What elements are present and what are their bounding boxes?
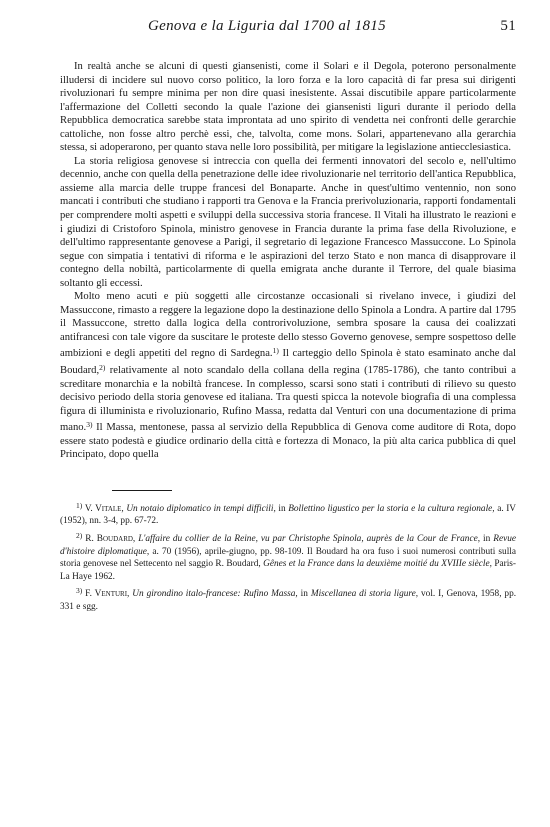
footnote-text: Paris-La Haye 1962.: [60, 559, 517, 582]
footnote-title: Un notaio diplomatico in tempi difficili,: [126, 503, 276, 514]
paragraph-text: Il Massa, mentonese, passa al servizio della Repubblica di Genova come auditore di Rota, dopo essere stato podestà e giudice ordinario della città e fortezza di Monaco, la più alta carica pubblica di quel Principato, dopo quella: [60, 422, 516, 461]
footnote-mark: 2): [76, 531, 83, 541]
footnote-text: in: [483, 534, 491, 545]
body-text: [60, 60, 516, 462]
footnote-author: V. Vitale,: [84, 503, 124, 514]
footnote-journal: Miscellanea di storia ligure,: [310, 589, 419, 600]
footnote: [60, 585, 516, 613]
paragraph-text: relativamente al noto scandalo della collana della regina (1785-1786), che tanto contribuì a screditare monarchia e la nobiltà francese. In complesso, scarsi sono stati i contributi di rilievo su questo decisivo periodo della storia genovese ed italiana. Tra questi spicca la notevole biografia di una complessa figura di illuminista e rivoluzionario, Rufino Massa, redatta dal Venturi con una documentazione di prima mano.: [60, 365, 516, 434]
footnote-journal: Revue d'histoire diplomatique,: [60, 534, 516, 557]
footnote-mark: 3): [76, 586, 83, 596]
paragraph: La storia religiosa genovese si intreccia con quella dei fermenti innovatori del secolo e, nell'ultimo decennio, anche con quella della penetrazione delle idee rivoluzionarie nel territorio dell'antica Repubblica, assieme alla marcia delle truppe francesi del Bonaparte. Anche in quest'ultimo ventennio, non sono mancati i contributi che studiano i rapporti tra Genova e la Francia prerivoluzionaria, rapporti fondamentali per comprendere molti aspetti e sviluppi della successiva storia francese. Il Vitali ha illustrato le reazioni e i giudizi di Cristoforo Spinola, ministro genovese in Francia durante la prima fase della Rivoluzione, e dell'ultimo rappresentante genovese a Parigi, il segretario di legazione Francesco Massuccone. Lo Spinola segue con simpatia i tentativi di riforma e le aspirazioni del terzo Stato e non manca di disapprovare il contegno della nobiltà, particolarmente di quella emigrata anche durante il Terrore, del quale biasima soltanto gli eccessi.: [60, 155, 516, 289]
footnote-ref[interactable]: 2): [99, 363, 106, 373]
page-number: 51: [500, 18, 516, 34]
footnote-ref[interactable]: 3): [86, 420, 93, 430]
footnote-text: in: [300, 589, 308, 600]
footnote-ref[interactable]: 1): [272, 346, 279, 356]
footnotes: [60, 500, 516, 614]
footnote-text: a. IV (1952), nn. 3-4, pp. 67-72.: [60, 503, 517, 527]
footnote-title: L'affaire du collier de la Reine, vu par Christophe Spinola, auprès de la Cour de France,: [138, 534, 481, 545]
footnote-divider: [112, 490, 172, 491]
paragraph: In realtà anche se alcuni di questi giansenisti, come il Solari e il Degola, poterono personalmente illudersi di incidere sul nuovo corso politico, la loro forza e la loro capacità di far presa sui dirigenti rivoluzionari fu sempre minima per non dire quasi inesistente. Assai discutibile appare particolarmente l'affermazione del Colletti secondo la quale l'azione dei giansenisti liguri durante il periodo della Repubblica democratica sarebbe stata improntata ad uno spirito di vendetta nei confronti delle gerarchie cattoliche, non fosse altro perchè essi, che, talvolta, come mons. Solari, appartenevano alla gerarchia stessa, si adoperarono, per quanto stava nelle loro possibilità, per mitigare la legislazione antiecclesiastica.: [60, 61, 516, 154]
footnote-text: vol. I, Genova, 1958, pp. 331 e sgg.: [60, 589, 517, 613]
footnote-mark: 1): [76, 500, 83, 510]
footnote-author: R. Boudard,: [85, 534, 136, 545]
paragraph-text: Molto meno acuti e più soggetti alle circostanze occasionali si rivelano invece, i giudizi del Massuccone, rimasto a reggere la legazione dopo la destinazione dello Spinola a Londra. A partire dal 1795 il Massuccone, stretto dalla logica della controrivoluzione, sembra sposare la causa dei coalizzati antifrancesi con tale vigore da suscitare le proteste dello stesso Governo genovese, sempre sospettoso delle ambizioni e degli appetiti del regno di Sardegna.: [60, 291, 516, 360]
footnote-title: Un girondino italo-francese: Rufino Massa,: [132, 589, 298, 600]
footnote-author: F. Venturi,: [85, 589, 130, 600]
paragraph: [60, 290, 516, 462]
paragraph-text: Il carteggio dello Spinola è stato esaminato anche dal Boudard,: [60, 348, 516, 377]
running-title: Genova e la Liguria dal 1700 al 1815: [148, 18, 386, 34]
footnote: [60, 530, 516, 583]
footnote-text: a. 70 (1956), aprile-giugno, pp. 98-109. Il Boudard ha ora fuso i suoi numerosi contributi sulla storia genovese nel Settecento nel saggio R. Boudard,: [60, 546, 516, 570]
footnote-text: in: [278, 503, 286, 514]
footnote-title: Gênes et la France dans la deuxième moitié du XVIIIe siècle,: [263, 559, 492, 570]
running-head: [60, 18, 516, 38]
footnote-journal: Bollettino ligustico per la storia e la cultura regionale,: [288, 503, 495, 514]
footnote: [60, 500, 516, 528]
